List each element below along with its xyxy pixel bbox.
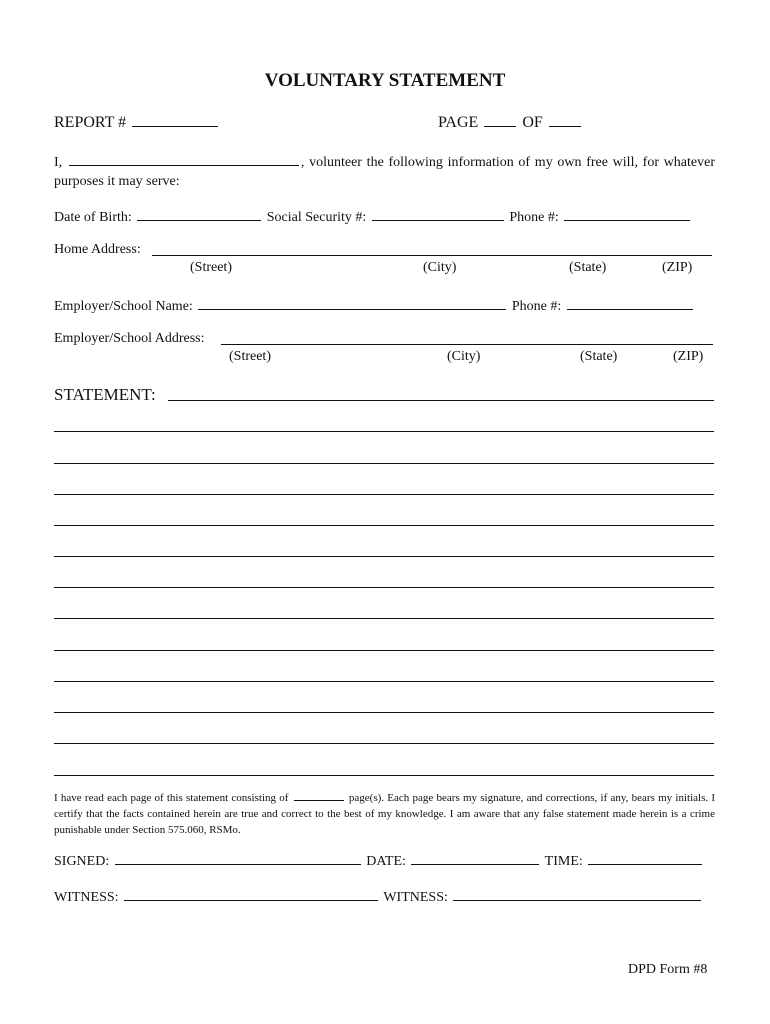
signature-field[interactable] xyxy=(115,852,361,865)
employer-state-caption: (State) xyxy=(580,349,618,364)
employer-address-label: Employer/School Address: xyxy=(54,331,205,346)
statement-line[interactable] xyxy=(54,618,714,619)
page-count-field[interactable] xyxy=(294,790,344,801)
date-field[interactable] xyxy=(411,852,539,865)
witness2-field[interactable] xyxy=(453,888,701,901)
statement-line[interactable] xyxy=(54,431,714,432)
home-address-label: Home Address: xyxy=(54,242,141,257)
statement-line[interactable] xyxy=(54,650,714,651)
statement-line[interactable] xyxy=(54,743,714,744)
phone-field[interactable] xyxy=(564,208,690,221)
intro-prefix: I, xyxy=(54,155,63,170)
statement-line[interactable] xyxy=(54,712,714,713)
employer-info-row xyxy=(54,297,695,314)
statement-line[interactable] xyxy=(54,556,714,557)
dob-field[interactable] xyxy=(137,208,261,221)
witness2-label: WITNESS: xyxy=(383,890,448,905)
intro-paragraph xyxy=(54,153,715,191)
statement-label: STATEMENT: xyxy=(54,385,156,404)
ssn-field[interactable] xyxy=(372,208,504,221)
home-state-caption: (State) xyxy=(569,260,607,275)
page-total-field[interactable] xyxy=(549,114,581,127)
employer-phone-field[interactable] xyxy=(567,297,693,310)
of-label: OF xyxy=(522,114,543,131)
report-number-row xyxy=(54,114,220,131)
time-label: TIME: xyxy=(544,854,583,869)
page-label: PAGE xyxy=(438,114,479,131)
report-number-field[interactable] xyxy=(132,114,218,127)
name-field[interactable] xyxy=(69,153,299,166)
form-number-footer: DPD Form #8 xyxy=(628,962,708,977)
intro-suffix: , volunteer the following information of my own free will, for whatever purposes it may serve: xyxy=(54,155,715,189)
signature-row xyxy=(54,852,704,869)
employer-name-label: Employer/School Name: xyxy=(54,299,193,314)
statement-line[interactable] xyxy=(54,681,714,682)
employer-city-caption: (City) xyxy=(447,349,481,364)
dob-label: Date of Birth: xyxy=(54,210,132,225)
home-zip-caption: (ZIP) xyxy=(662,260,693,275)
signed-label: SIGNED: xyxy=(54,854,110,869)
home-address-field[interactable] xyxy=(152,255,712,256)
phone-label: Phone #: xyxy=(509,210,559,225)
employer-address-field[interactable] xyxy=(221,344,713,345)
employer-street-caption: (Street) xyxy=(229,349,271,364)
page-count-row xyxy=(438,114,583,131)
witness1-field[interactable] xyxy=(124,888,378,901)
statement-line[interactable] xyxy=(54,494,714,495)
witness-row xyxy=(54,888,703,905)
page-number-field[interactable] xyxy=(484,114,516,127)
report-label: REPORT # xyxy=(54,114,127,131)
certification-text-part2: page(s). Each page bears my signature, and corrections, if any, bears my initials. I certify that the facts contained herein are true and correct to the best of my knowledge. I am aware that any false statement made herein is a crime punishable under Section 575.060, RSMo. xyxy=(54,792,716,836)
employer-zip-caption: (ZIP) xyxy=(673,349,704,364)
statement-line[interactable] xyxy=(54,525,714,526)
time-field[interactable] xyxy=(588,852,702,865)
ssn-label: Social Security #: xyxy=(266,210,367,225)
certification-paragraph xyxy=(54,790,715,838)
employer-phone-label: Phone #: xyxy=(511,299,562,314)
home-street-caption: (Street) xyxy=(190,260,232,275)
home-city-caption: (City) xyxy=(423,260,457,275)
statement-line[interactable] xyxy=(54,775,714,776)
personal-info-row xyxy=(54,208,692,225)
statement-line[interactable] xyxy=(168,400,714,401)
witness1-label: WITNESS: xyxy=(54,890,119,905)
employer-name-field[interactable] xyxy=(198,297,506,310)
statement-line[interactable] xyxy=(54,463,714,464)
form-title: VOLUNTARY STATEMENT xyxy=(264,70,506,91)
certification-text-part1: I have read each page of this statement consisting of xyxy=(54,792,289,804)
statement-line[interactable] xyxy=(54,587,714,588)
date-label: DATE: xyxy=(366,854,406,869)
